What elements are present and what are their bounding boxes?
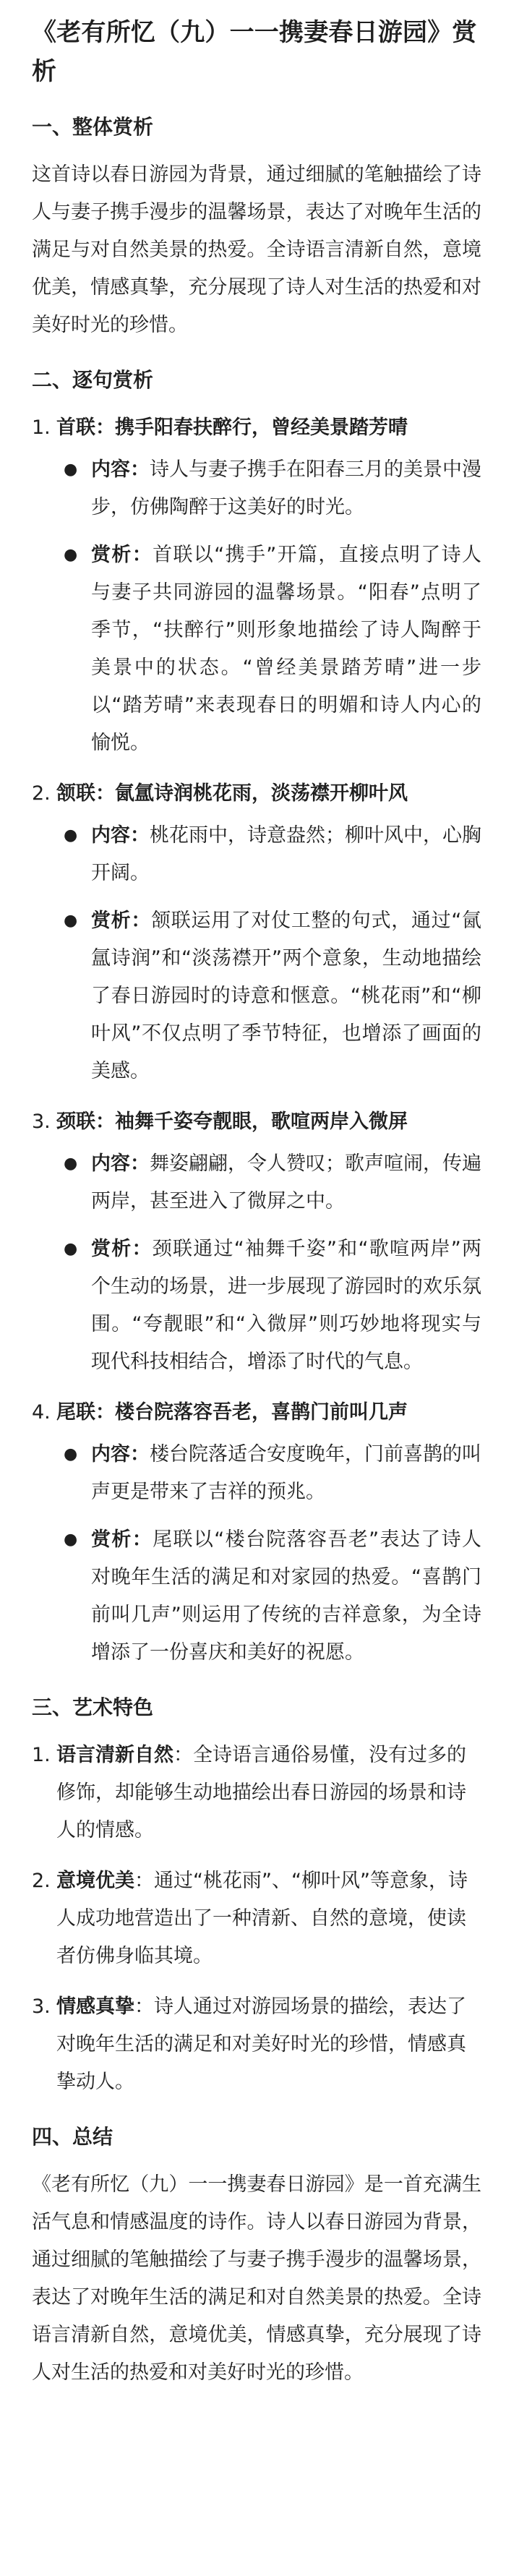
feature-text: ：诗人通过对游园场景的描绘，表达了对晚年生活的满足和对美好时光的珍惜，情感真挚动人。 [56, 1995, 466, 2093]
appreciation-label: 赏析： [91, 544, 153, 566]
content-bullet [64, 451, 481, 526]
article-title: 《老有所忆（九）一一携妻春日游园》赏析 [32, 18, 477, 86]
couplet-line: 袖舞千姿夸靓眼，歌喧两岸入微屏 [115, 1111, 408, 1133]
couplet-details [64, 1145, 481, 1381]
couplet-number: 1. [32, 416, 51, 439]
couplet-label: 首联： [56, 416, 115, 439]
content-bullet [64, 1436, 481, 1511]
feature-text: ：全诗语言通俗易懂，没有过多的修饰，却能够生动地描绘出春日游园的场景和诗人的情感。 [56, 1744, 466, 1841]
section-heading-overall: 一、整体赏析 [32, 115, 154, 139]
overall-paragraph: 这首诗以春日游园为背景，通过细腻的笔触描绘了诗人与妻子携手漫步的温馨场景，表达了对晚年生活的满足与对自然美景的热爱。全诗语言清新自然，意境优美，情感真挚，充分展现了诗人对生活的热爱和对美好时光的珍惜。 [32, 163, 481, 336]
bullet-dot-icon: ● [64, 546, 78, 564]
bullet-dot-icon: ● [64, 1531, 78, 1549]
couplet-details [64, 1436, 481, 1672]
appreciation-bullet [64, 1231, 481, 1381]
content-text: 诗人与妻子携手在阳春三月的美景中漫步，仿佛陶醉于这美好的时光。 [91, 458, 481, 518]
content-label: 内容： [91, 824, 150, 847]
feature-item [32, 1737, 481, 1849]
appreciation-text: 颈联通过“袖舞千姿”和“歌喧两岸”两个生动的场景，进一步展现了游园时的欢乐氛围。“夸靓眼”和“入微屏”则巧妙地将现实与现代科技相结合，增添了时代的气息。 [91, 1238, 482, 1373]
feature-label: 意境优美 [56, 1870, 134, 1892]
content-bullet [64, 1145, 481, 1220]
couplet-number: 2. [32, 782, 51, 805]
appreciation-bullet [64, 1521, 481, 1672]
feature-label: 语言清新自然 [56, 1744, 173, 1766]
couplet-details [64, 817, 481, 1090]
bullet-dot-icon: ● [64, 1445, 78, 1463]
content-label: 内容： [91, 458, 150, 481]
feature-label: 情感真挚 [56, 1995, 134, 2018]
appreciation-bullet [64, 902, 481, 1090]
feature-item [32, 1862, 481, 1975]
summary-paragraph: 《老有所忆（九）一一携妻春日游园》是一首充满生活气息和情感温度的诗作。诗人以春日游园为背景，通过细腻的笔触描绘了与妻子携手漫步的温馨场景，表达了对晚年生活的满足和对自然美景的热爱。全诗语言清新自然，意境优美，情感真挚，充分展现了诗人对生活的热爱和对美好时光的珍惜。 [32, 2173, 481, 2384]
bullet-dot-icon: ● [64, 1155, 78, 1173]
appreciation-label: 赏析： [91, 1238, 153, 1260]
couplet-number: 4. [32, 1401, 51, 1424]
content-label: 内容： [91, 1152, 150, 1175]
content-text: 桃花雨中，诗意盎然；柳叶风中，心胸开阔。 [91, 824, 481, 884]
feature-number: 2. [32, 1870, 51, 1892]
couplet-details [64, 451, 481, 762]
couplet-line: 楼台院落容吾老，喜鹊门前叫几声 [115, 1401, 408, 1424]
appreciation-label: 赏析： [91, 1528, 153, 1551]
feature-number: 3. [32, 1995, 51, 2018]
bullet-dot-icon: ● [64, 1240, 78, 1258]
bullet-dot-icon: ● [64, 912, 78, 930]
content-bullet [64, 817, 481, 892]
appreciation-text: 尾联以“楼台院落容吾老”表达了诗人对晚年生活的满足和对家园的热爱。“喜鹊门前叫几声”则运用了传统的吉祥意象，为全诗增添了一份喜庆和美好的祝愿。 [91, 1528, 481, 1664]
couplet-item [32, 1103, 481, 1141]
section-heading-artistic-features: 三、艺术特色 [32, 1695, 154, 1719]
appreciation-text: 颔联运用了对仗工整的句式，通过“氤氲诗润”和“淡荡襟开”两个意象，生动地描绘了春日游园时的诗意和惬意。“桃花雨”和“柳叶风”不仅点明了季节特征，也增添了画面的美感。 [91, 910, 481, 1082]
section-heading-line-by-line: 二、逐句赏析 [32, 368, 154, 392]
couplet-number: 3. [32, 1111, 51, 1133]
bullet-dot-icon: ● [64, 461, 78, 479]
couplet-item [32, 775, 481, 813]
feature-item [32, 1988, 481, 2101]
couplet-line: 氤氲诗润桃花雨，淡荡襟开柳叶风 [115, 782, 408, 805]
feature-number: 1. [32, 1744, 51, 1766]
couplet-line: 携手阳春扶醉行，曾经美景踏芳晴 [115, 416, 408, 439]
appreciation-text: 首联以“携手”开篇，直接点明了诗人与妻子共同游园的温馨场景。“阳春”点明了季节，“扶醉行”则形象地描绘了诗人陶醉于美景中的状态。“曾经美景踏芳晴”进一步以“踏芳晴”来表现春日的明媚和诗人内心的愉悦。 [91, 544, 481, 754]
couplet-item [32, 409, 481, 447]
couplet-label: 颈联： [56, 1111, 115, 1133]
couplet-item [32, 1394, 481, 1432]
section-heading-summary: 四、总结 [32, 2125, 113, 2149]
content-text: 舞姿翩翩，令人赞叹；歌声喧闹，传遍两岸，甚至进入了微屏之中。 [91, 1152, 481, 1212]
couplet-label: 颔联： [56, 782, 115, 805]
feature-text: ：通过“桃花雨”、“柳叶风”等意象，诗人成功地营造出了一种清新、自然的意境，使读者仿佛身临其境。 [56, 1870, 468, 1967]
appreciation-bullet [64, 536, 481, 762]
content-label: 内容： [91, 1443, 150, 1465]
couplet-label: 尾联： [56, 1401, 115, 1424]
appreciation-label: 赏析： [91, 910, 152, 932]
bullet-dot-icon: ● [64, 826, 78, 844]
content-text: 楼台院落适合安度晚年，门前喜鹊的叫声更是带来了吉祥的预兆。 [91, 1443, 481, 1503]
